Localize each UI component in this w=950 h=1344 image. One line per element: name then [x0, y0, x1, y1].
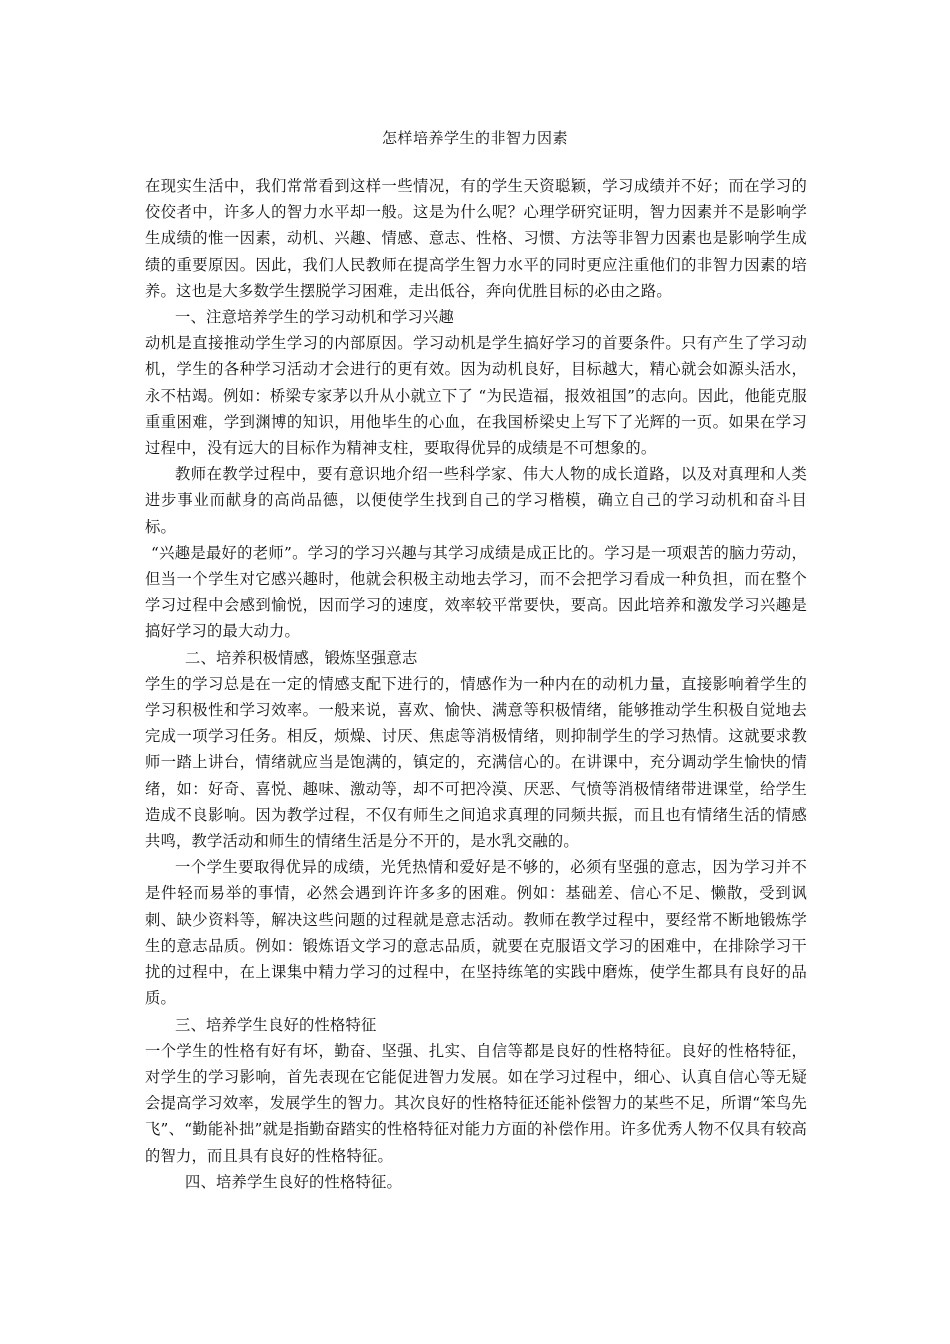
intro-paragraph: 在现实生活中，我们常常看到这样一些情况，有的学生天资聪颖，学习成绩并不好；而在学习的佼佼者中，许多人的智力水平却一般。这是为什么呢？心理学研究证明，智力因素并不是影响学生成绩的惟一因素，动机、兴趣、情感、意志、性格、习惯、方法等非智力因素也是影响学生成绩的重要原因。因此，我们人民教师在提高学生智力水平的同时更应注重他们的非智力因素的培养。这也是大多数学生摆脱学习困难，走出低谷，奔向优胜目标的必由之路。 [145, 177, 807, 300]
section-2-paragraph-1: 学生的学习总是在一定的情感支配下进行的，情感作为一种内在的动机力量，直接影响着学生的学习积极性和学习效率。一般来说，喜欢、愉快、满意等积极情绪，能够推动学生积极自觉地去完成一项学习任务。相反，烦燥、讨厌、焦虑等消极情绪，则抑制学生的学习热情。这就要求教师一踏上讲台，情绪就应当是饱满的，镇定的，充满信心的。在讲课中，充分调动学生愉快的情绪，如：好奇、喜悦、趣味、激动等，却不可把冷漠、厌恶、气愤等消极情绪带进课堂，给学生造成不良影响。因为教学过程，不仅有师生之间追求真理的同频共振，而且也有情绪生活的情感共鸣，教学活动和师生的情绪生活是分不开的，是水乳交融的。 [145, 674, 807, 851]
section-2-heading: 二、培养积极情感，锻炼坚强意志 [185, 648, 418, 667]
section-2-paragraph-2: 一个学生要取得优异的成绩，光凭热情和爱好是不够的，必须有坚强的意志，因为学习并不是件轻而易举的事情，必然会遇到许许多多的困难。例如：基础差、信心不足、懒散，受到讽刺、缺少资料等，解决这些问题的过程就是意志活动。教师在教学过程中，要经常不断地锻炼学生的意志品质。例如：锻炼语文学习的意志品质，就要在克服语文学习的困难中，在排除学习干扰的过程中，在上课集中精力学习的过程中，在坚持练笔的实践中磨炼，使学生都具有良好的品质。 [145, 858, 807, 1008]
section-1-paragraph-3: “兴趣是最好的老师”。学习的学习兴趣与其学习成绩是成正比的。学习是一项艰苦的脑力劳动，但当一个学生对它感兴趣时，他就会积极主动地去学习，而不会把学习看成一种负担，而在整个学习过程中会感到愉悦，因而学习的速度，效率较平常要快，要高。因此培养和激发学习兴趣是搞好学习的最大动力。 [145, 543, 807, 641]
section-3-paragraph-1: 一个学生的性格有好有坏，勤奋、坚强、扎实、自信等都是良好的性格特征。良好的性格特征，对学生的学习影响，首先表现在它能促进智力发展。如在学习过程中，细心、认真自信心等无疑会提高学习效率，发展学生的智力。其次良好的性格特征还能补偿智力的某些不足，所谓“笨鸟先飞”、“勤能补拙”就是指勤奋踏实的性格特征对能力方面的补偿作用。许多优秀人物不仅具有较高的智力，而且具有良好的性格特征。 [145, 1041, 807, 1165]
section-1-paragraph-1: 动机是直接推动学生学习的内部原因。学习动机是学生搞好学习的首要条件。只有产生了学习动机，学生的各种学习活动才会进行的更有效。因为动机良好，目标越大，精心就会如源头活水，永不枯竭。例如：桥梁专家茅以升从小就立下了 “为民造福，报效祖国”的志向。因此，他能克服重重困难，学到渊博的知识，用他毕生的心血，在我国桥梁史上写下了光辉的一页。如果在学习过程中，没有远大的目标作为精神支柱，要取得优异的成绩是不可想象的。 [145, 334, 807, 458]
document-title: 怎样培养学生的非智力因素 [381, 129, 568, 147]
document-body [145, 173, 807, 1195]
section-1-paragraph-2: 教师在教学过程中，要有意识地介绍一些科学家、伟大人物的成长道路，以及对真理和人类进步事业而献身的高尚品德，以便使学生找到自己的学习楷模，确立自己的学习动机和奋斗目标。 [145, 465, 807, 536]
section-4-heading: 四、培养学生良好的性格特征。 [185, 1172, 402, 1191]
section-1-heading: 一、注意培养学生的学习动机和学习兴趣 [175, 308, 454, 327]
section-3-heading: 三、培养学生良好的性格特征 [175, 1015, 377, 1034]
